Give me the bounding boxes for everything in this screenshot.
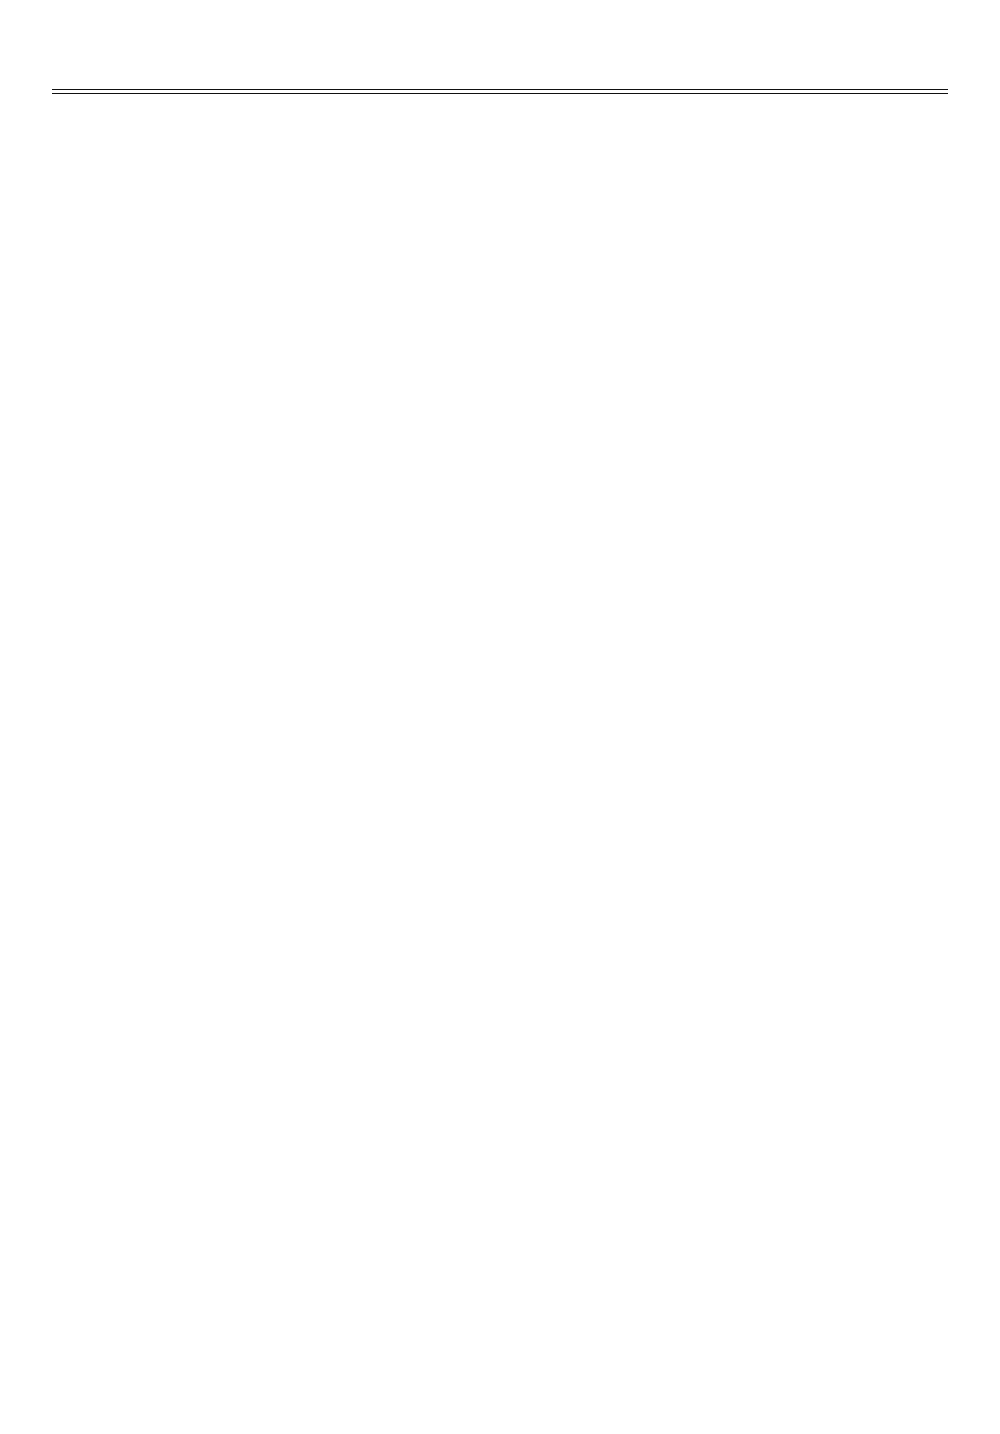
header-rule-top <box>52 89 948 90</box>
footer <box>604 1412 614 1424</box>
header-rule-bottom <box>52 93 948 94</box>
page-header <box>52 56 70 81</box>
